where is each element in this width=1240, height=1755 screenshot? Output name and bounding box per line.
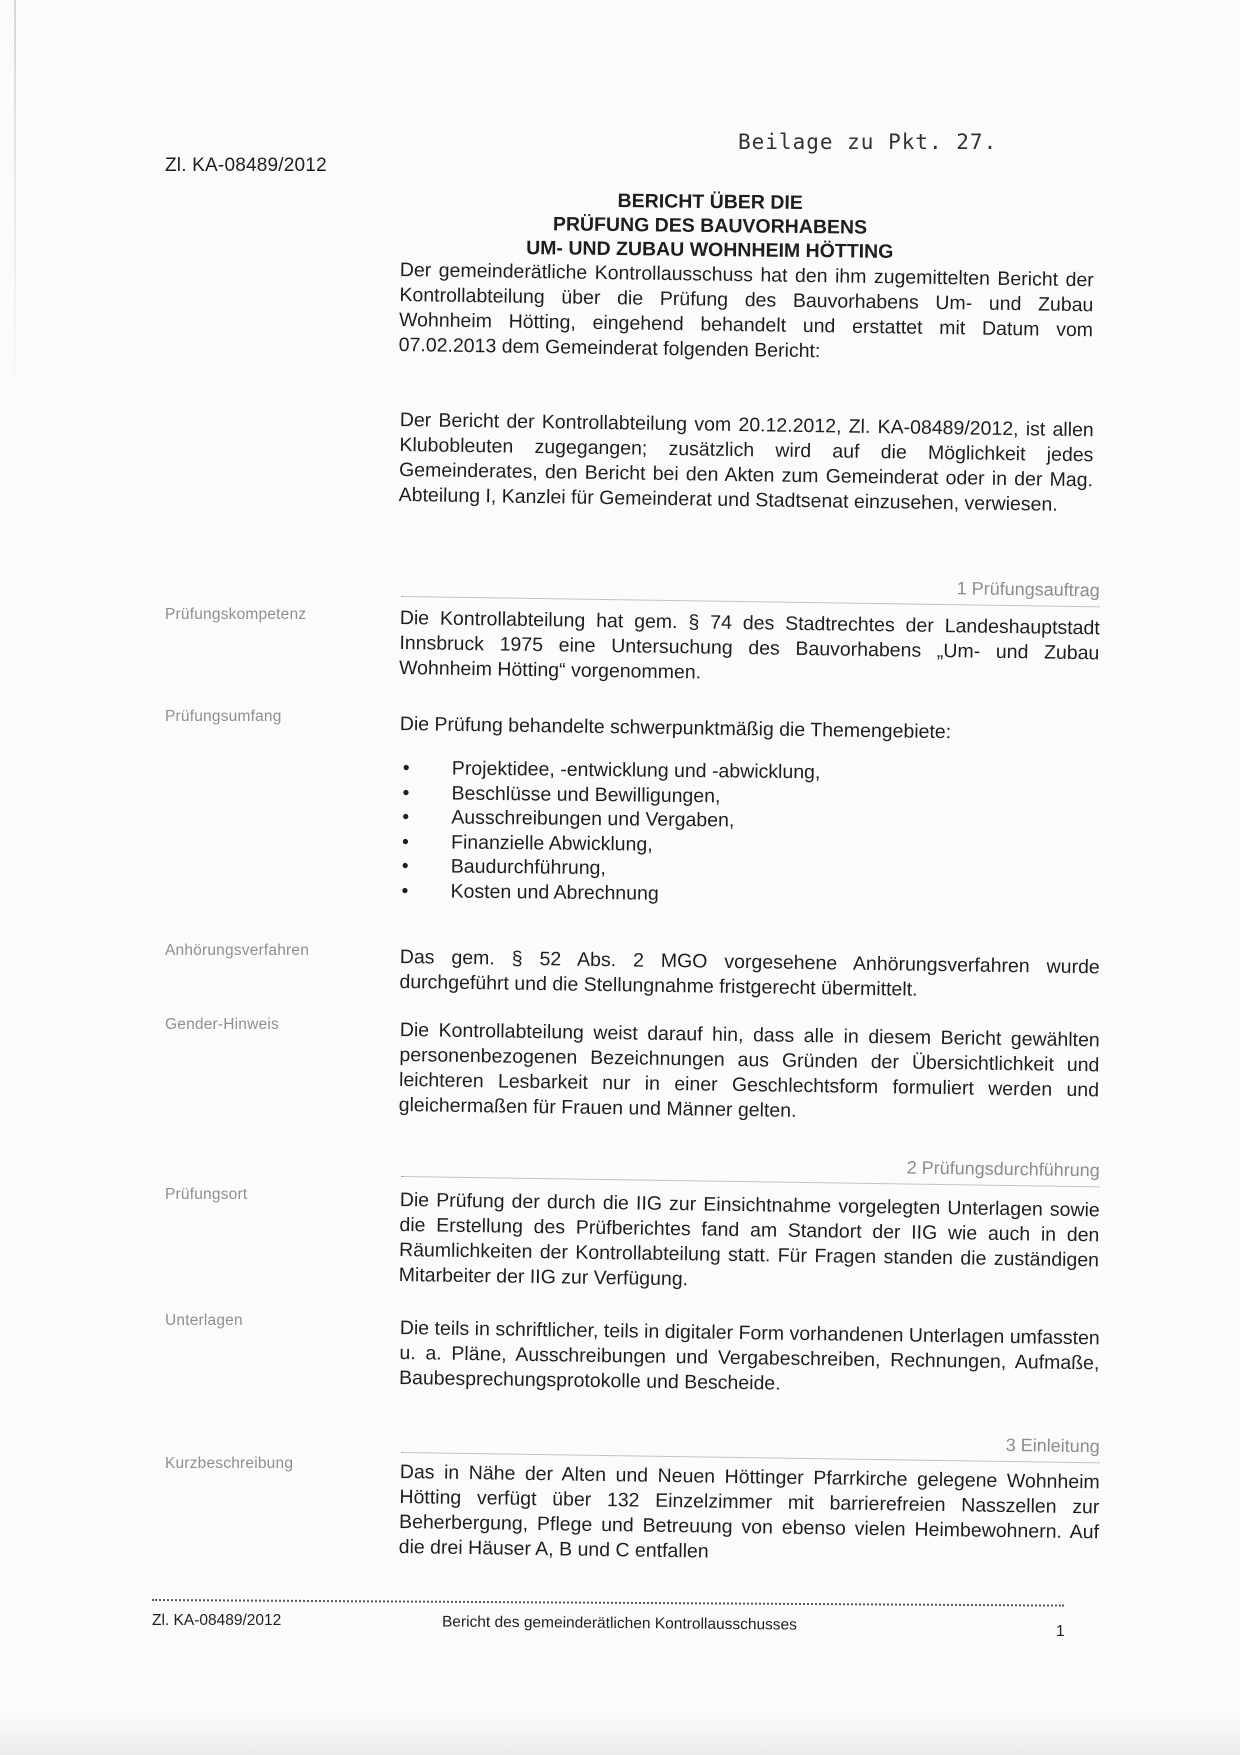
anhoerungsverfahren-text: Das gem. § 52 Abs. 2 MGO vorgesehene Anhörungsverfahren wurde durchgeführt und die Stellungnahme fristgerecht übermittelt. bbox=[399, 945, 1100, 1001]
margin-label-gender-hinweis: Gender-Hinweis bbox=[165, 1016, 279, 1033]
margin-label-pruefungskompetenz: Prüfungskompetenz bbox=[165, 606, 307, 623]
title-line-2: PRÜFUNG DES BAUVORHABENS bbox=[552, 213, 868, 239]
section-1-heading: 1 Prüfungsauftrag bbox=[402, 570, 1100, 607]
annex-stamp: Beilage zu Pkt. 27. bbox=[738, 130, 998, 154]
title-line-1: BERICHT ÜBER DIE bbox=[617, 190, 803, 214]
intro-paragraph-2: Der Bericht der Kontrollabteilung vom 20.12.2012, Zl. KA-08489/2012, ist allen Klubobleuten zugegangen; zusätzlich wird auf die Möglichkeit jedes Gemeinderates, den Bericht bei den Akten zum Gemeinderat oder in der Mag. Abteilung I, Kanzlei für Gemeinderat und Stadtsenat einzusehen, verwiesen. bbox=[398, 408, 1094, 516]
margin-label-anhoerungsverfahren: Anhörungsverfahren bbox=[165, 942, 310, 959]
topic-item: • Beschlüsse und Bewilligungen, bbox=[402, 781, 902, 811]
margin-label-kurzbeschreibung: Kurzbeschreibung bbox=[165, 1455, 294, 1472]
pruefungskompetenz-text: Die Kontrollabteilung hat gem. § 74 des Stadtrechtes der Landeshauptstadt Innsbruck 1975 eine Untersuchung des Bauvorhabens „Um- und Zubau Wohnheim Hötting“ vorgenommen. bbox=[398, 606, 1100, 684]
gender-hinweis-text: Die Kontrollabteilung weist darauf hin, dass alle in diesem Bericht gewählten personenbezogenen Bezeichnungen aus Gründen der Übersichtlichkeit und leichteren Lesbarkeit nur in einer Geschlechtsform formuliert werden und gleichermaßen für Frauen und Männer gelten. bbox=[398, 1018, 1100, 1122]
topic-item: • Ausschreibungen und Vergaben, bbox=[402, 805, 902, 835]
margin-label-pruefungsort: Prüfungsort bbox=[165, 1186, 248, 1203]
unterlagen-text: Die teils in schriftlicher, teils in digitaler Form vorhandenen Unterlagen umfassten u. a. Pläne, Ausschreibungen und Vergabeschreiben, Rechnungen, Aufmaße, Baubesprechungsprotokolle und Bescheide. bbox=[398, 1316, 1100, 1395]
margin-label-unterlagen: Unterlagen bbox=[165, 1312, 243, 1329]
margin-label-pruefungsumfang: Prüfungsumfang bbox=[165, 708, 282, 725]
footer-title: Bericht des gemeinderätlichen Kontrollausschusses bbox=[441, 1613, 798, 1634]
report-title bbox=[420, 187, 1001, 265]
scan-bottom-shade bbox=[0, 1713, 1240, 1755]
scan-edge bbox=[14, 0, 16, 400]
footer-divider bbox=[152, 1599, 1064, 1607]
document-reference: Zl. KA-08489/2012 bbox=[165, 155, 327, 176]
topic-item: • Baudurchführung, bbox=[402, 854, 902, 884]
topic-item: • Finanzielle Abwicklung, bbox=[402, 830, 902, 860]
intro-paragraph-1: Der gemeinderätliche Kontrollausschuss hat den ihm zugemittelten Bericht der Kontrollabteilung über die Prüfung des Bauvorhabens Um- und Zubau Wohnheim Hötting, eingehend behandelt und erstattet mit Datum vom 07.02.2013 dem Gemeinderat folgenden Bericht: bbox=[398, 258, 1094, 363]
section-2-heading: 2 Prüfungsdurchführung bbox=[402, 1150, 1100, 1187]
pruefungsort-text: Die Prüfung der durch die IIG zur Einsichtnahme vorgelegten Unterlagen sowie die Erstellung des Prüfberichtes fand am Standort der IIG wie auch in den Räumlichkeiten der Kontrollabteilung statt. Für Fragen standen die zuständigen Mitarbeiter der IIG zur Verfügung. bbox=[398, 1188, 1100, 1291]
title-line-3: UM- UND ZUBAU WOHNHEIM HÖTTING bbox=[526, 237, 894, 263]
pruefungsumfang-text: Die Prüfung behandelte schwerpunktmäßig die Themengebiete: bbox=[399, 712, 952, 744]
page-number: 1 bbox=[1056, 1623, 1065, 1640]
footer-reference: Zl. KA-08489/2012 bbox=[152, 1612, 282, 1629]
topic-item: • Projektidee, -entwicklung und -abwicklung, bbox=[403, 756, 903, 786]
topic-item: • Kosten und Abrechnung bbox=[401, 879, 901, 909]
topic-list bbox=[401, 756, 903, 909]
section-3-heading: 3 Einleitung bbox=[402, 1426, 1100, 1463]
kurzbeschreibung-text: Das in Nähe der Alten und Neuen Höttinger Pfarrkirche gelegene Wohnheim Hötting verfügt über 132 Einzelzimmer mit barrierefreien Nasszellen zur Beherbergung, Pflege und Betreuung von ebenso vielen Heimbewohnern. Auf die drei Häuser A, B und C entfallen bbox=[398, 1460, 1100, 1563]
